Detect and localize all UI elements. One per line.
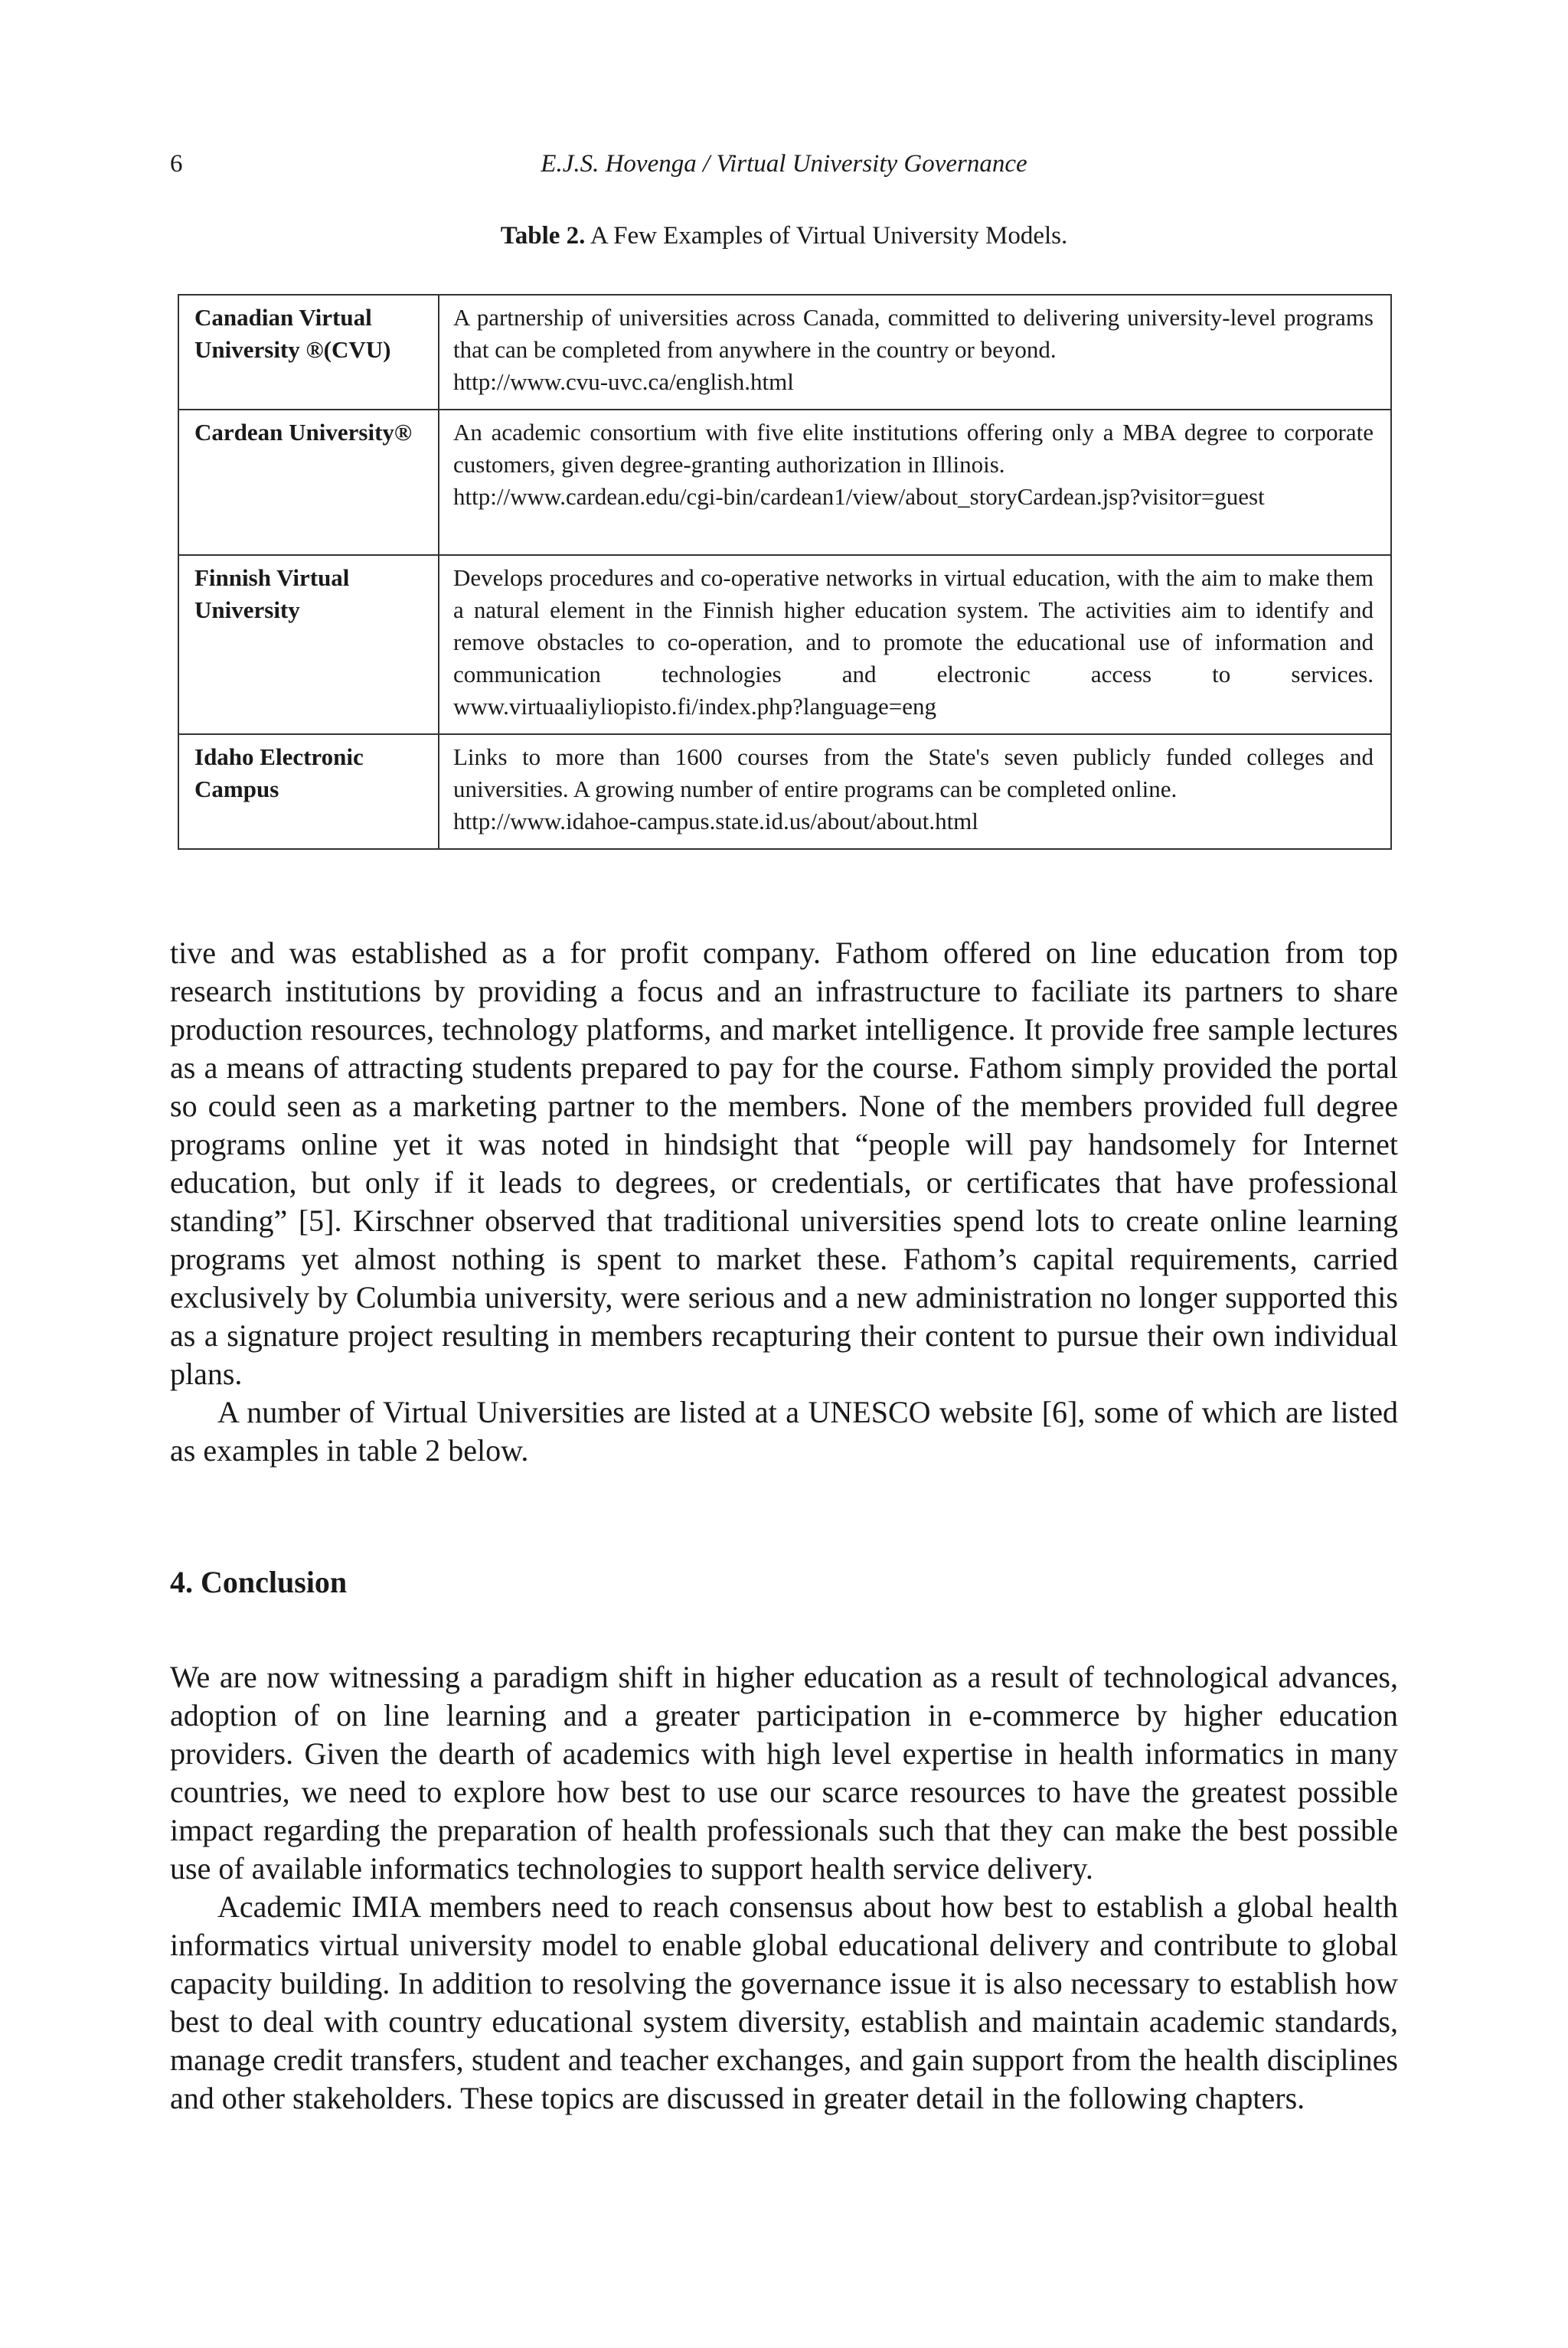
university-description-cell [439, 734, 1391, 849]
university-name-cell: Finnish Virtual University [178, 555, 439, 734]
body-text-block [170, 934, 1398, 1470]
body-paragraph: tive and was established as a for profit company. Fathom offered on line education from top research institutions by providing a focus and an infrastructure to faciliate its partners to share production resources, technology platforms, and market intelligence. It provide free sample lectures as a means of attracting students prepared to pay for the course. Fathom simply provided the portal so could seen as a marketing partner to the members. None of the members provided full degree programs online yet it was noted in hindsight that “people will pay handsomely for Internet education, but only if it leads to degrees, or credentials, or certificates that have professional standing” [5]. Kirschner observed that traditional universities spend lots to create online learning programs yet almost nothing is spent to market these. Fathom’s capital requirements, carried exclusively by Columbia university, were serious and a new administration no longer supported this as a signature project resulting in members recapturing their content to pursue their own individual plans. [170, 936, 1398, 1391]
university-name-cell: Idaho Electronic Campus [178, 734, 439, 849]
university-description-cell [439, 410, 1391, 555]
table-row [178, 295, 1391, 410]
virtual-university-models-table [178, 294, 1392, 850]
university-name-cell: Canadian Virtual University ®(CVU) [178, 295, 439, 410]
conclusion-paragraph: Academic IMIA members need to reach consensus about how best to establish a global health informatics virtual university model to enable global educational delivery and contribute to global capacity building. In addition to resolving the governance issue it is also necessary to establish how best to deal with country educational system diversity, establish and maintain academic standards, manage credit transfers, student and teacher exchanges, and gain support from the health disciplines and other stakeholders. These topics are discussed in greater detail in the following chapters. [170, 1889, 1398, 2115]
conclusion-text-block [170, 1658, 1398, 2118]
university-url: http://www.idahoe-campus.state.id.us/about/about.html [453, 808, 978, 834]
running-head [170, 150, 1398, 184]
section-heading: 4. Conclusion [170, 1565, 348, 1599]
university-description: Develops procedures and co-operative networks in virtual education, with the aim to make them a natural element in the Finnish higher education system. The activities aim to identify and remove obstacles to co-operation, and to promote the educational use of information and communication technologies and electronic access to services. www.virtuaaliyliopisto.fi/index.php?language=eng [453, 564, 1374, 720]
body-paragraph: A number of Virtual Universities are listed at a UNESCO website [6], some of which are listed as examples in table 2 below. [170, 1395, 1398, 1468]
university-url: http://www.cvu-uvc.ca/english.html [453, 368, 794, 395]
table-row [178, 555, 1391, 734]
university-url: http://www.cardean.edu/cgi-bin/cardean1/view/about_storyCardean.jsp?visitor=guest [453, 483, 1265, 510]
university-description: An academic consortium with five elite institutions offering only a MBA degree to corporate customers, given degree-granting authorization in Illinois. [453, 419, 1374, 478]
conclusion-paragraph: We are now witnessing a paradigm shift in higher education as a result of technological advances, adoption of on line learning and a greater participation in e-commerce by higher education providers. Given the dearth of academics with high level expertise in health informatics in many countries, we need to explore how best to use our scarce resources to have the greatest possible impact regarding the preparation of health professionals such that they can make the best possible use of available informatics technologies to support health service delivery. [170, 1660, 1398, 1886]
table-row [178, 734, 1391, 849]
table-caption [170, 222, 1398, 250]
table-row [178, 410, 1391, 555]
university-description: A partnership of universities across Canada, committed to delivering university-level programs that can be completed from anywhere in the country or beyond. [453, 304, 1374, 363]
university-name-cell: Cardean University® [178, 410, 439, 555]
university-description-cell [439, 555, 1391, 734]
university-description: Links to more than 1600 courses from the State's seven publicly funded colleges and universities. A growing number of entire programs can be completed online. [453, 743, 1374, 802]
university-description-cell [439, 295, 1391, 410]
table-caption-text: A Few Examples of Virtual University Models. [590, 222, 1068, 250]
table-caption-label: Table 2. [500, 222, 586, 250]
running-title: E.J.S. Hovenga / Virtual University Governance [541, 150, 1027, 178]
page-number: 6 [170, 150, 183, 178]
